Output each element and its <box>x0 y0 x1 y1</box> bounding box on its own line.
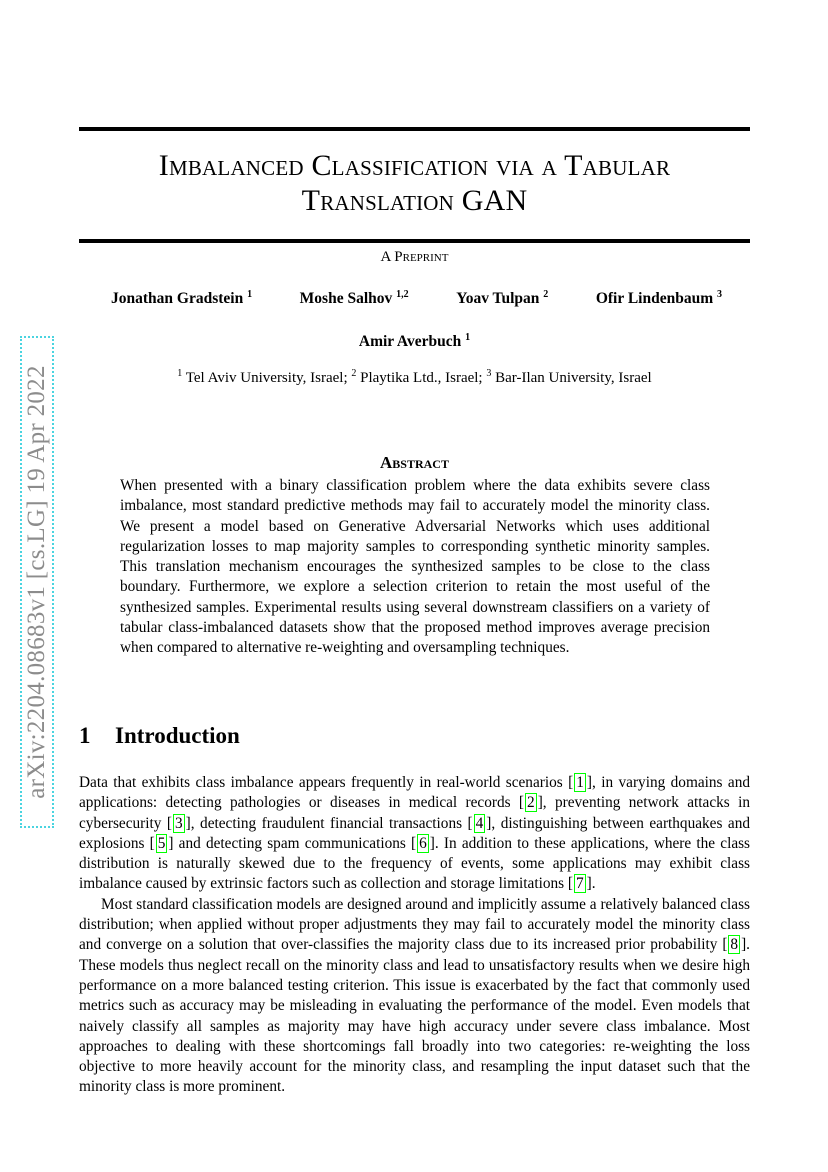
author: Jonathan Gradstein $^1$ <box>111 288 253 307</box>
author: Yoav Tulpan $^2$ <box>456 288 549 307</box>
affiliations: $^1$ Tel Aviv University, Israel; $^2$ Playtika Ltd., Israel; $^3$ Bar-Ilan University, Israel <box>177 368 652 386</box>
citation-link[interactable]: 7 <box>576 875 584 893</box>
authors-row <box>79 290 750 308</box>
arxiv-identifier: arXiv:2204.08683v1 [cs.LG] 19 Apr 2022 <box>23 365 50 799</box>
section-title: Introduction <box>115 723 240 748</box>
preprint-label: A Preprint <box>380 249 449 265</box>
citation-link[interactable]: 3 <box>174 814 183 832</box>
section-heading <box>79 723 240 749</box>
citation-link[interactable]: 6 <box>419 834 427 852</box>
paper-title <box>79 148 750 218</box>
citation-link[interactable]: 2 <box>527 794 535 812</box>
citation-link[interactable]: 4 <box>475 814 484 832</box>
authors-row-2 <box>79 333 750 351</box>
intro-body <box>79 773 750 1098</box>
title-rule-bottom <box>79 239 750 243</box>
paragraph: Data that exhibits class imbalance appears frequently in real-world scenarios [ 1 ], in varying domains and applications: detecting pathologies or diseases in medical records [ 2 ], preventing network attacks in cybersecurity [ 3 ], detecting fraudulent financial transactions [ 4 ], distinguishing between earthquakes and explosions [ 5 ] and detecting spam communications [ 6 ]. In addition to these applications, where the class distribution is naturally skewed due to the frequency of events, some applications may exhibit class imbalance caused by extrinsic factors such as collection and storage limitations [ 7 ]. <box>79 774 751 893</box>
author: Amir Averbuch $^1$ <box>358 331 471 350</box>
author: Ofir Lindenbaum $^3$ <box>595 288 722 307</box>
citation-link[interactable]: 1 <box>576 774 584 791</box>
abstract-heading: Abstract <box>380 453 449 472</box>
title-line-2: Translation GAN <box>301 184 528 217</box>
paragraph: Most standard classification models are designed around and implicitly assume a relatively balanced class distribution; when applied without proper adjustments they may fail to accurately model the minority class and converge on a solution that over-classifies the majority class due to its increased prior probability [ 8 ]. These models thus neglect recall on the minority class and lead to unsatisfactory results when we desire high performance on a more balanced testing criterion. This issue is exacerbated by the fact that commonly used metrics such as accuracy may be misleading in evaluating the performance of the model. Even models that naively classify all samples as majority may have high accuracy under severe class imbalance. Most approaches to dealing with these shortcomings fall broadly into two categories: re-weighting the loss objective to more heavily account for the minority class, and resampling the input dataset such that the minority class is more prominent. <box>79 895 750 1096</box>
citation-link[interactable]: 8 <box>730 936 739 954</box>
abstract-text: When presented with a binary classification problem where the data exhibits severe class imbalance, most standard predictive methods may fail to accurately model the minority class. We present a model based on Generative Adversarial Networks which uses additional regularization losses to map majority samples to corresponding synthetic minority samples. This translation mechanism encourages the synthesized samples to be close to the class boundary. Furthermore, we explore a selection criterion to retain the most useful of the synthesized samples. Experimental results using several downstream classifiers on a variety of tabular class-imbalanced datasets show that the proposed method improves average precision when compared to alternative re-weighting and oversampling techniques. <box>120 477 710 657</box>
title-line-1: Imbalanced Classification via a Tabular <box>158 149 671 182</box>
section-number: 1 <box>79 723 91 748</box>
author: Moshe Salhov $^{1,2}$ <box>299 288 409 307</box>
citation-link[interactable]: 5 <box>157 834 166 852</box>
title-rule-top <box>79 127 750 131</box>
